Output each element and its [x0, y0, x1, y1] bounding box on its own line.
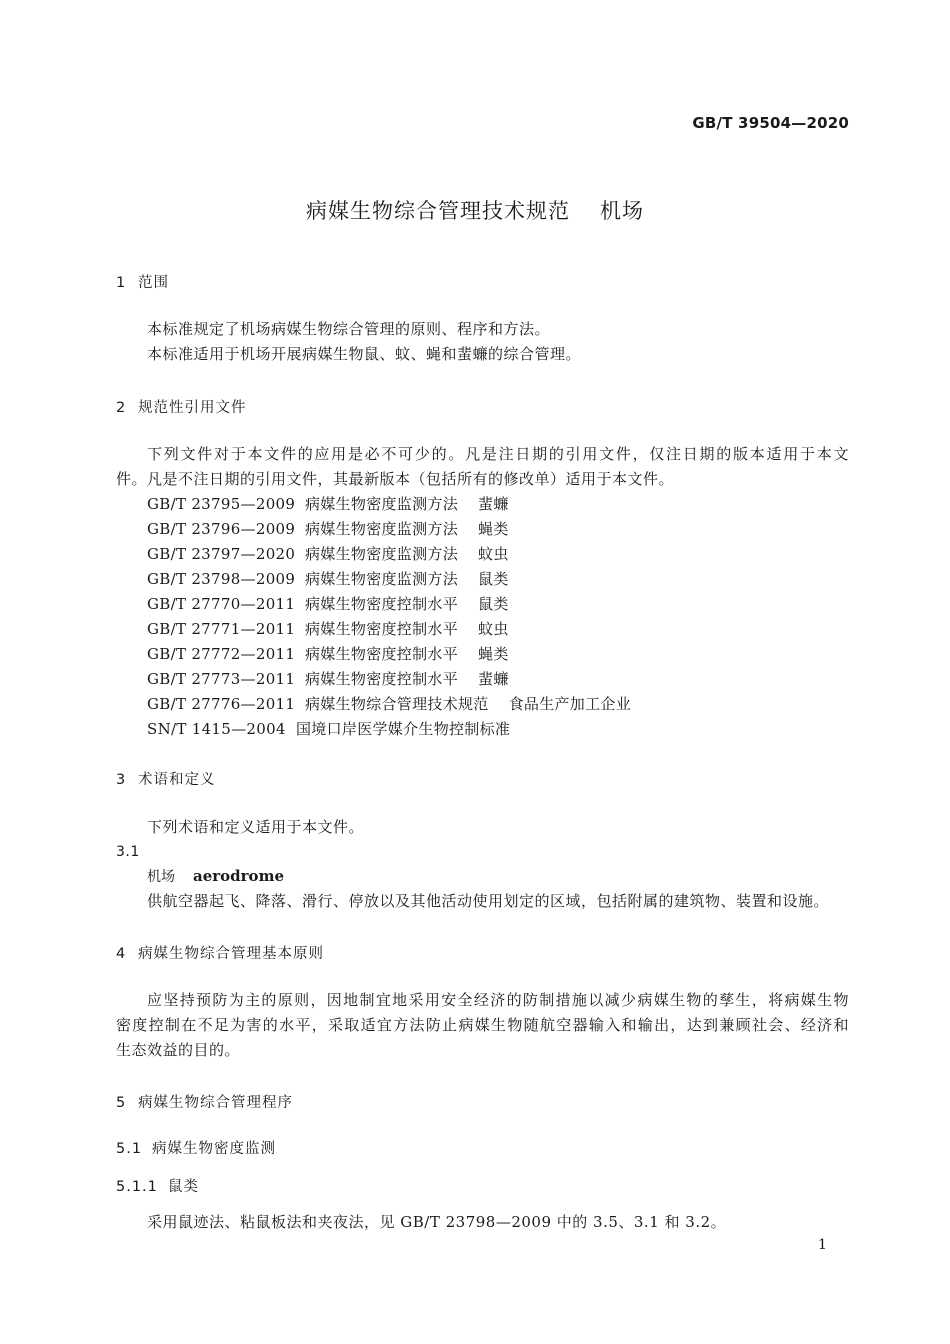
reference-item: GB/T 23795—2009 病媒生物密度监测方法 蜚蠊	[147, 495, 509, 513]
page-number: 1	[818, 1237, 827, 1253]
document-title	[0, 195, 950, 225]
standard-code: GB/T 39504—2020	[692, 114, 849, 132]
term-chinese: 机场	[147, 869, 175, 885]
term-number: 3.1	[116, 844, 140, 860]
section-3-heading: 3 术语和定义	[116, 772, 216, 788]
section-1-heading: 1 范围	[116, 275, 169, 291]
section-2-heading: 2 规范性引用文件	[116, 400, 247, 416]
section-1-line-2: 本标准适用于机场开展病媒生物鼠、蚊、蝇和蜚蠊的综合管理。	[147, 345, 582, 363]
term-entry	[147, 866, 284, 886]
term-definition: 供航空器起飞、降落、滑行、停放以及其他活动使用划定的区域，包括附属的建筑物、装置和设施。	[147, 892, 830, 910]
reference-item: GB/T 23797—2020 病媒生物密度监测方法 蚊虫	[147, 545, 509, 563]
reference-item: GB/T 23796—2009 病媒生物密度监测方法 蝇类	[147, 520, 509, 538]
reference-item: GB/T 27771—2011 病媒生物密度控制水平 蚊虫	[147, 620, 509, 638]
reference-item: GB/T 27776—2011 病媒生物综合管理技术规范 食品生产加工企业	[147, 695, 632, 713]
section-4-line-2: 密度控制在不足为害的水平，采取适宜方法防止病媒生物随航空器输入和输出，达到兼顾社会、经济和	[116, 1016, 849, 1034]
reference-item: GB/T 27772—2011 病媒生物密度控制水平 蝇类	[147, 645, 509, 663]
section-5-1-heading: 5.1 病媒生物密度监测	[116, 1141, 276, 1157]
term-english: aerodrome	[193, 867, 284, 885]
title-main: 病媒生物综合管理技术规范	[306, 199, 570, 223]
section-5-1-1-text: 采用鼠迹法、粘鼠板法和夹夜法，见 GB/T 23798—2009 中的 3.5、3.1 和 3.2。	[147, 1213, 727, 1231]
section-3-intro: 下列术语和定义适用于本文件。	[147, 818, 365, 836]
section-5-heading: 5 病媒生物综合管理程序	[116, 1095, 293, 1111]
section-4-heading: 4 病媒生物综合管理基本原则	[116, 946, 324, 962]
section-2-intro-line-2: 件。凡是不注日期的引用文件，其最新版本（包括所有的修改单）适用于本文件。	[116, 470, 675, 488]
section-4-line-1: 应坚持预防为主的原则，因地制宜地采用安全经济的防制措施以减少病媒生物的孳生，将病媒生物	[147, 991, 849, 1009]
reference-item: SN/T 1415—2004 国境口岸医学媒介生物控制标准	[147, 720, 511, 738]
title-sub: 机场	[600, 199, 644, 223]
reference-item: GB/T 27773—2011 病媒生物密度控制水平 蜚蠊	[147, 670, 509, 688]
reference-item: GB/T 27770—2011 病媒生物密度控制水平 鼠类	[147, 595, 509, 613]
section-5-1-1-heading: 5.1.1 鼠类	[116, 1179, 199, 1195]
section-4-line-3: 生态效益的目的。	[116, 1041, 241, 1059]
section-2-intro-line-1: 下列文件对于本文件的应用是必不可少的。凡是注日期的引用文件，仅注日期的版本适用于本文	[147, 445, 849, 463]
section-1-line-1: 本标准规定了机场病媒生物综合管理的原则、程序和方法。	[147, 320, 551, 338]
reference-item: GB/T 23798—2009 病媒生物密度监测方法 鼠类	[147, 570, 509, 588]
